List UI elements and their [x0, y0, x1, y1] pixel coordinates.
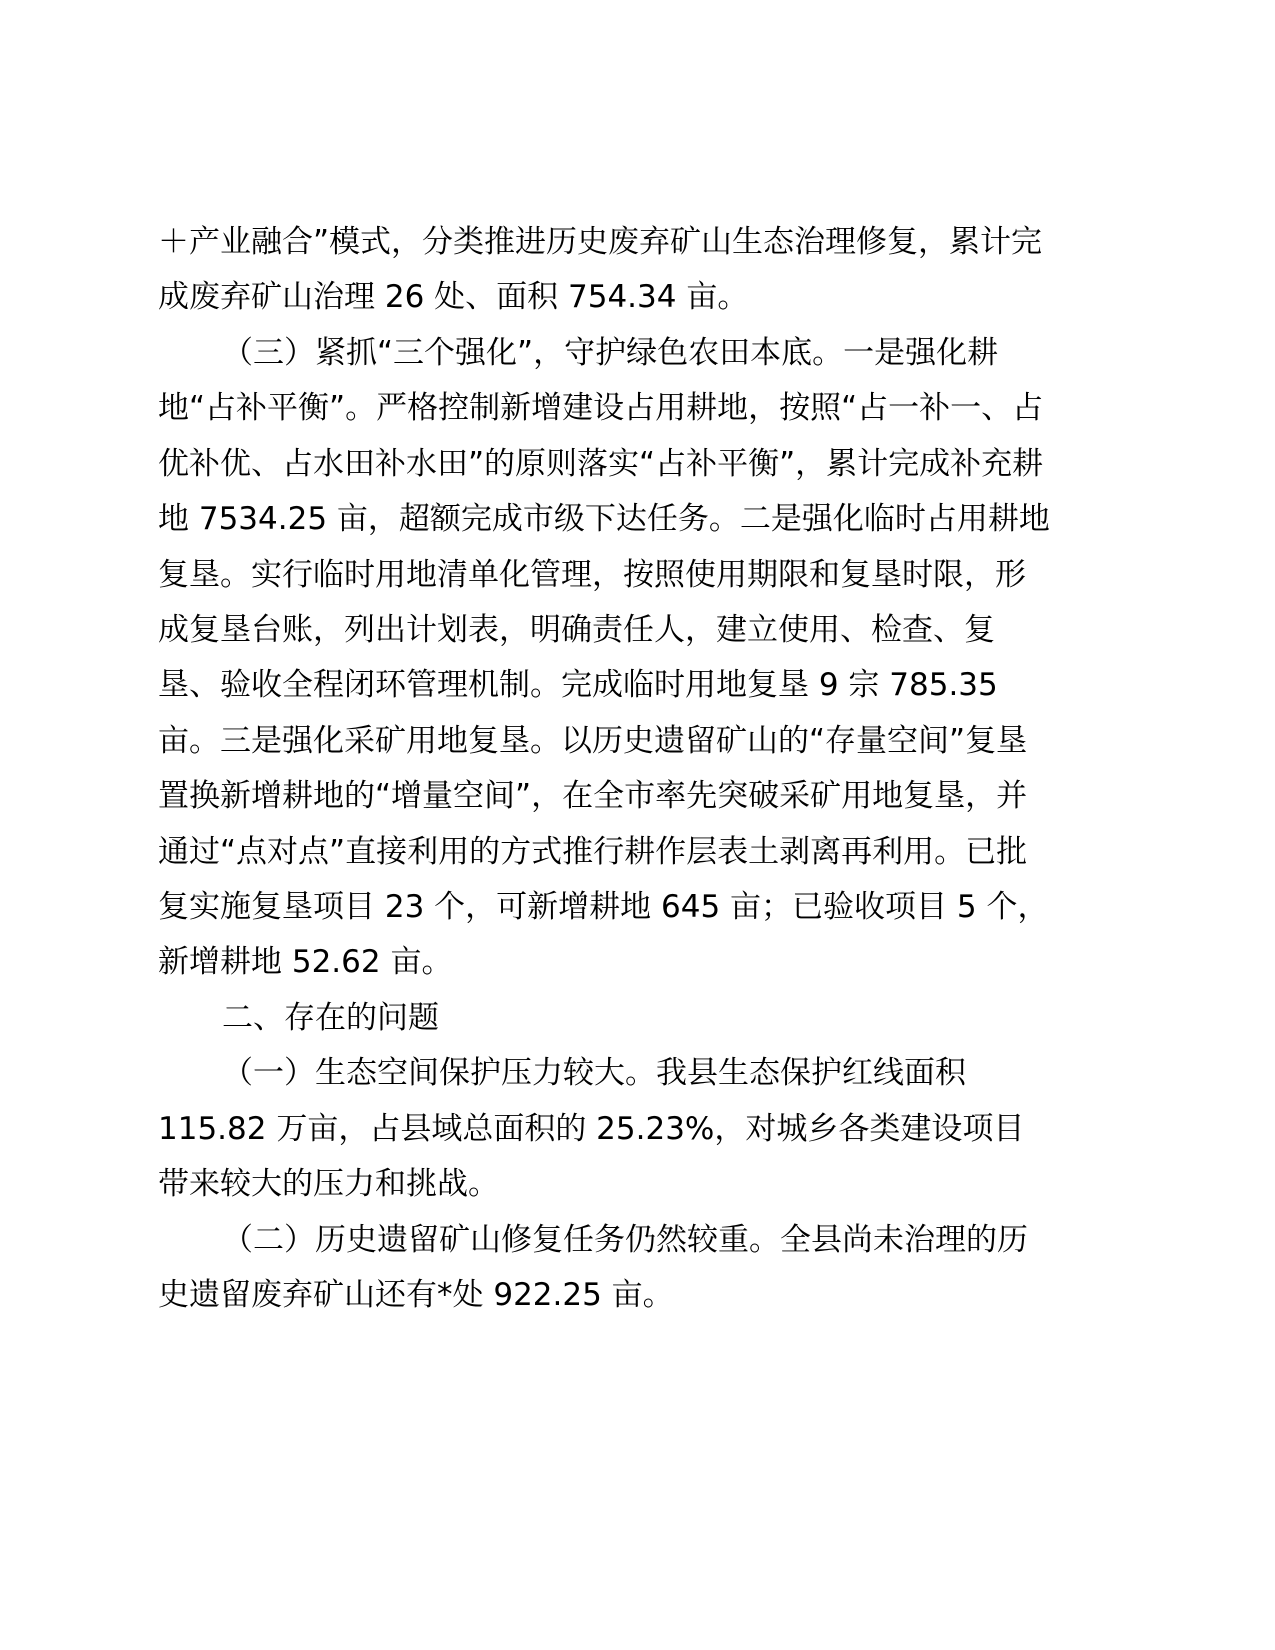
- text-line: 成废弃矿山治理 26 处、面积 754.34 亩。: [158, 279, 749, 315]
- section-heading: 二、存在的问题: [222, 1000, 439, 1036]
- paragraph-start-line: （二）历史遗留矿山修复任务仍然较重。全县尚未治理的历: [222, 1222, 1028, 1258]
- text-line: 带来较大的压力和挑战。: [158, 1166, 499, 1202]
- paragraph-start-line: （三）紧抓“三个强化”，守护绿色农田本底。一是强化耕: [222, 335, 999, 371]
- text-line: 通过“点对点”直接利用的方式推行耕作层表土剥离再利用。已批: [158, 834, 1028, 870]
- text-line: 115.82 万亩，占县域总面积的 25.23%，对城乡各类建设项目: [158, 1111, 1025, 1147]
- text-line: 复垦。实行临时用地清单化管理，按照使用期限和复垦时限，形: [158, 557, 1026, 593]
- text-line: 优补优、占水田补水田”的原则落实“占补平衡”，累计完成补充耕: [158, 446, 1044, 482]
- text-line: 复实施复垦项目 23 个，可新增耕地 645 亩；已验收项目 5 个，: [158, 889, 1049, 925]
- text-line: 置换新增耕地的“增量空间”，在全市率先突破采矿用地复垦，并: [158, 778, 1028, 814]
- text-line: 地 7534.25 亩，超额完成市级下达任务。二是强化临时占用耕地: [158, 501, 1050, 537]
- text-line: 成复垦台账，列出计划表，明确责任人，建立使用、检查、复: [158, 612, 995, 648]
- text-line: ＋产业融合”模式，分类推进历史废弃矿山生态治理修复，累计完: [158, 224, 1043, 260]
- text-line: 亩。三是强化采矿用地复垦。以历史遗留矿山的“存量空间”复垦: [158, 723, 1028, 759]
- paragraph-start-line: （一）生态空间保护压力较大。我县生态保护红线面积: [222, 1055, 966, 1091]
- text-line: 史遗留废弃矿山还有*处 922.25 亩。: [158, 1277, 674, 1313]
- text-line: 垦、验收全程闭环管理机制。完成临时用地复垦 9 宗 785.35: [158, 667, 998, 703]
- text-line: 地“占补平衡”。严格控制新增建设占用耕地，按照“占一补一、占: [158, 390, 1044, 426]
- text-line: 新增耕地 52.62 亩。: [158, 944, 453, 980]
